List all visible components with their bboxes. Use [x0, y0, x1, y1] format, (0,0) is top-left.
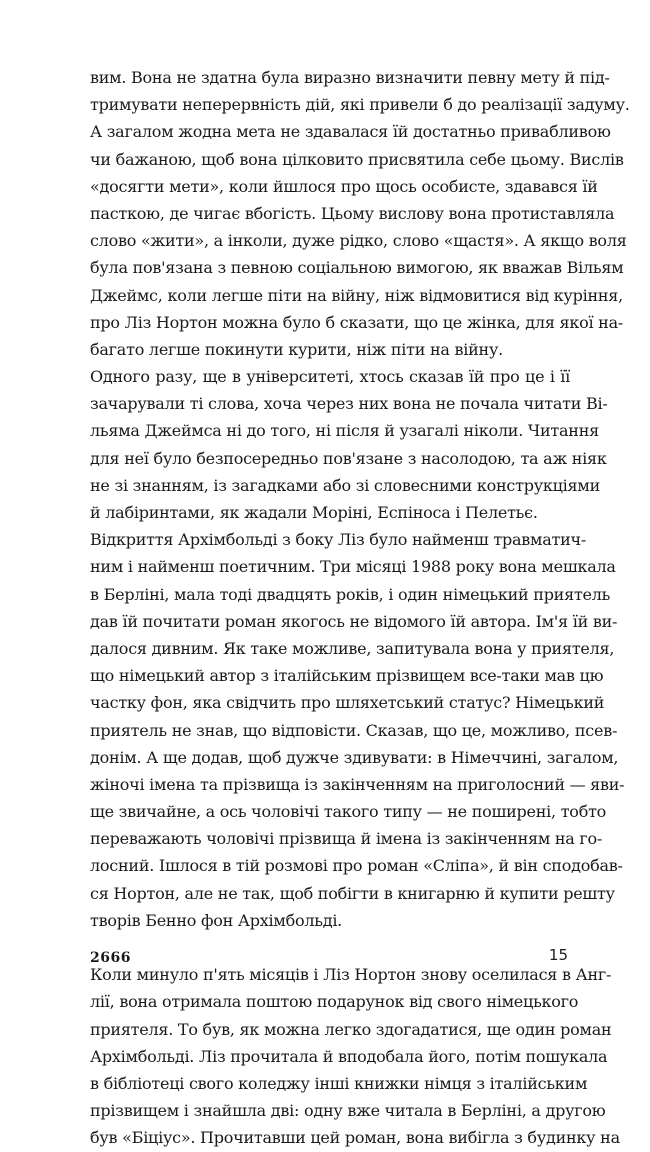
text-line: донім. А ще додав, щоб дужче здивувати: в Німеччині, загалом,	[90, 747, 619, 767]
text-line: ще звичайне, а ось чоловічі такого типу — не поширені, тобто	[90, 802, 607, 822]
text-line: переважають чоловічі прізвища й імена із закінченням на го-	[90, 829, 603, 849]
text-line: Архімбольді. Ліз прочитала й вподобала його, потім пошукала	[90, 1046, 608, 1066]
text-line: був «Біціус». Прочитавши цей роман, вона вибігла з будинку на	[90, 1128, 620, 1148]
text-line: чи бажаною, щоб вона цілковито присвятила себе цьому. Вислів	[90, 149, 624, 169]
text-line: слово «жити», а інколи, дуже рідко, слово «щастя». А якщо воля	[90, 231, 627, 251]
text-line: в бібліотеці свого коледжу інші книжки німця з італійським	[90, 1073, 588, 1093]
body-text	[90, 64, 630, 1152]
text-line: Джеймс, коли легше піти на війну, ніж відмовитися від куріння,	[90, 285, 623, 305]
text-line: «досягти мети», коли йшлося про щось особисте, здавався їй	[90, 176, 598, 196]
page-number: 15	[548, 946, 568, 964]
text-line: що німецький автор з італійським прізвищем все-таки мав цю	[90, 666, 604, 686]
text-line: ним і найменш поетичним. Три місяці 1988 року вона мешкала	[90, 557, 616, 577]
text-line: ся Нортон, але не так, щоб побігти в книгарню й купити решту	[90, 883, 615, 903]
paragraph-gap	[90, 934, 570, 961]
text-line: зачарували ті слова, хоча через них вона не почала читати Ві-	[90, 394, 608, 414]
text-line: приятеля. То був, як можна легко здогадатися, ще один роман	[90, 1019, 612, 1039]
text-line: була пов'язана з певною соціальною вимогою, як вважав Вільям	[90, 258, 624, 278]
text-line: Коли минуло п'ять місяців і Ліз Нортон знову оселилася в Анг-	[90, 965, 612, 985]
text-line: частку фон, яка свідчить про шляхетський статус? Німецький	[90, 693, 605, 713]
text-line: в Берліні, мала тоді двадцять років, і один німецький приятель	[90, 584, 611, 604]
text-line: А загалом жодна мета не здавалася їй достатньо привабливою	[90, 122, 611, 142]
text-line: прізвищем і знайшла дві: одну вже читала в Берліні, а другою	[90, 1101, 606, 1121]
text-line: пасткою, де чигає вбогість. Цьому вислову вона протиставляла	[90, 203, 615, 223]
text-line: далося дивним. Як таке можливе, запитувала вона у приятеля,	[90, 638, 615, 658]
text-line: про Ліз Нортон можна було б сказати, що це жінка, для якої на-	[90, 312, 624, 332]
text-line: Відкриття Архімбольді з боку Ліз було найменш травматич-	[90, 530, 586, 550]
text-line: лосний. Ішлося в тій розмові про роман «Сліпа», й він сподобав-	[90, 856, 623, 876]
text-line: для неї було безпосередньо пов'язане з насолодою, та аж ніяк	[90, 448, 607, 468]
text-line: й лабіринтами, як жадали Моріні, Еспіноса і Пелетьє.	[90, 503, 538, 522]
text-line: жіночі імена та прізвища із закінченням на приголосний — яви-	[90, 774, 625, 794]
text-line: вим. Вона не здатна була виразно визначити певну мету й під-	[90, 68, 610, 87]
text-line: дав їй почитати роман якогось не відомого їй автора. Ім'я їй ви-	[90, 611, 618, 631]
text-line: творів Бенно фон Архімбольді.	[90, 910, 343, 930]
text-line: приятель не знав, що відповісти. Сказав, що це, можливо, псев-	[90, 720, 618, 740]
text-line: лії, вона отримала поштою подарунок від свого німецького	[90, 992, 579, 1012]
text-line: не зі знанням, із загадками або зі словесними конструкціями	[90, 475, 600, 495]
text-line: льяма Джеймса ні до того, ні після й узагалі ніколи. Читання	[90, 421, 599, 441]
running-footer-title: 2666	[90, 950, 131, 966]
text-line: Одного разу, ще в університеті, хтось сказав їй про це і її	[90, 367, 570, 387]
text-line: тримувати неперервність дій, які привели б до реалізації задуму.	[90, 95, 630, 115]
text-line: багато легше покинути курити, ніж піти на війну.	[90, 339, 503, 359]
